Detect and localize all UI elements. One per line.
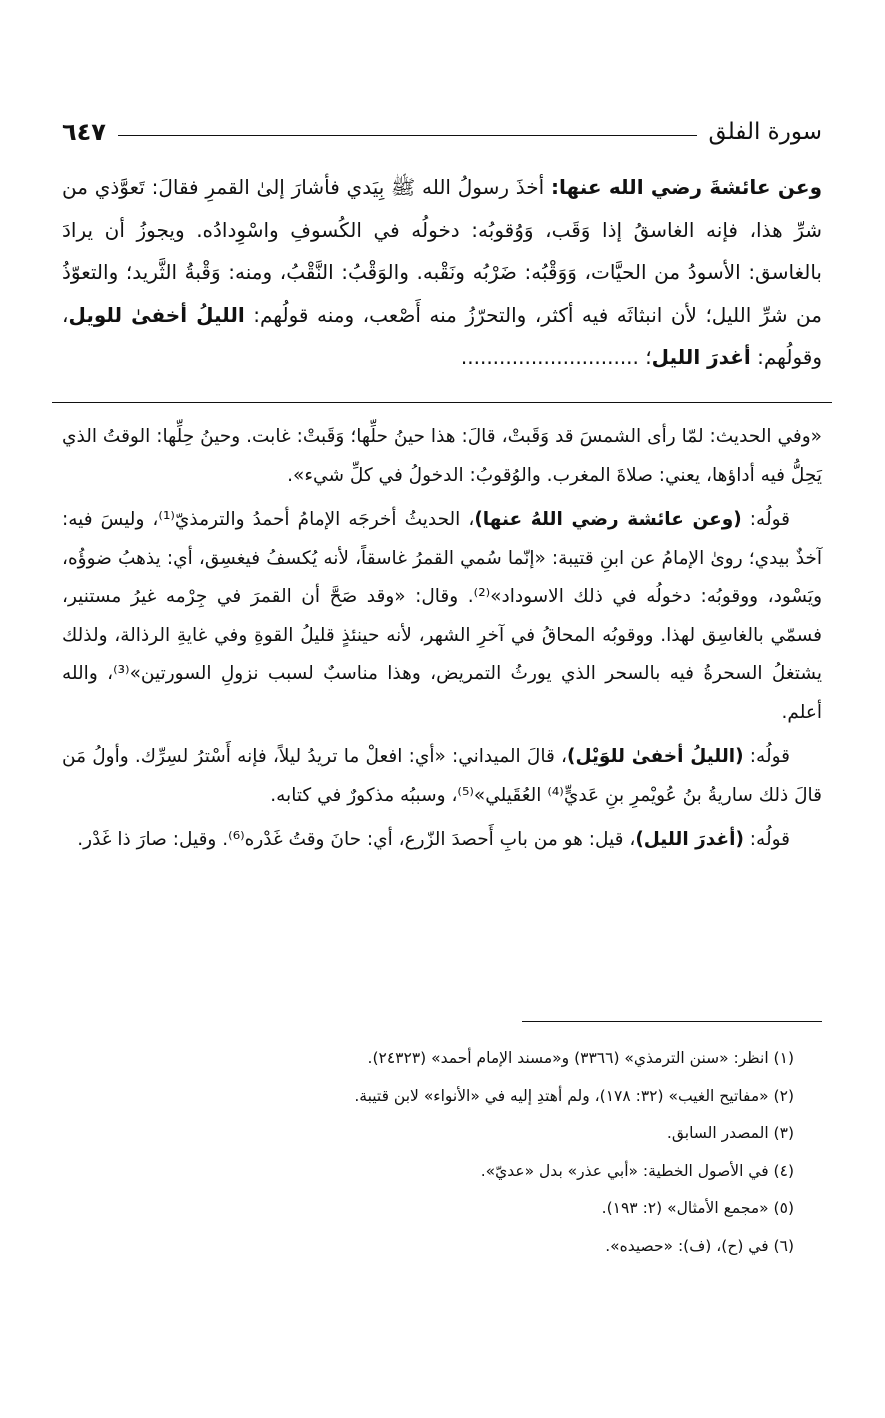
footnote-5: (٥) «مجمع الأمثال» (٢: ١٩٣). (601, 1199, 794, 1217)
running-header (62, 112, 822, 152)
proverb-2: أغدرَ الليل (651, 345, 751, 369)
main-intro-bold: وعن عائشةَ رضي الله عنها: (550, 175, 822, 199)
main-text-block (62, 166, 822, 379)
commentary-paragraph-2 (62, 501, 822, 732)
commentary-text-4: ، قيل: هو من بابِ أَحصدَ الزّرع، أي: حانَ وقتُ غَدْره⁽⁶⁾. وقيل: صارَ ذا غَدْر. (77, 829, 636, 850)
commentary-lead-3: قولُه: (743, 746, 790, 767)
page-number: ٦٤٧ (62, 118, 106, 146)
commentary-quote-2: (وعن عائشة رضي اللهُ عنها) (474, 509, 742, 530)
footnote-6: (٦) في (ح)، (ف): «حصيده». (605, 1236, 794, 1255)
footnote-4: (٤) في الأصول الخطية: «أبي عذر» بدل «عديّ». (480, 1161, 794, 1180)
footnote-rule (522, 1021, 822, 1022)
commentary-paragraph-3 (62, 738, 822, 815)
commentary-text-2: ، الحديثُ أخرجَه الإمامُ أحمدُ والترمذيّ⁽¹⁾، وليسَ فيه: آخذٌ بيدي؛ روىٰ الإمامُ عن ابنِ قتيبة: «إنّما سُمي القمرُ غاسقاً، لأنه يُكسفُ فيغسِق، أي: يذهبُ ضوؤُه، ويَسْود، ووقوبُه: دخولُه في ذلك الاسوداد»⁽²⁾. وقال: «وقد صَحَّ أن القمرَ في جِرْمه غيرُ مستنير، فسمّي بالغاسِق لهذا. ووقوبُه المحاقُ في آخرِ الشهر، لأنه حينئذٍ قليلُ القوةِ وفي غايةِ الرذالة، ولذلك يشتغلُ السحرةُ فيه بالسحر الذي يورثُ التمريض، وهذا مناسبٌ لسبب نزولِ السورتين»⁽³⁾، والله أعلم. (62, 509, 823, 723)
footnote-2: (٢) «مفاتيح الغيب» (٣٢: ١٧٨)، ولم أهتدِ إليه في «الأنواء» لابن قتيبة. (354, 1086, 794, 1105)
main-paragraph (62, 166, 822, 379)
commentary-block (62, 418, 822, 866)
main-body-text: أخذَ رسولُ الله ﷺ بِيَدي فأشارَ إلىٰ القمرِ فقالَ: تَعوَّذي من شرِّ هذا، فإنه الغاسقُ إذا وَقَب، وَوُقوبُه: دخولُه في الكُسوفِ واسْوِدادُه. ويجوزُ أن يرادَ بالغاسق: الأسودُ من الحيَّات، وَوَقْبُه: ضَرْبُه ونَقْبه. والوَقْبُ: النَّقْبُ، ومنه: وَقْبةُ الثَّريد؛ والتعوّذُ من شرِّ الليل؛ لأن انبثاثَه فيه أكثر، والتحرّزُ منه أَصْعب، ومنه قولُهم: (62, 175, 822, 327)
footnotes-block (62, 1040, 822, 1265)
header-rule (118, 135, 697, 136)
continuation-dots: ............................ (460, 345, 639, 369)
commentary-lead-2: قولُه: (741, 509, 790, 530)
commentary-text-3: ، قالَ الميداني: «أي: افعلْ ما تريدُ ليلاً، فإنه أَسْترُ لسِرِّك. وأولُ مَن قالَ ذلك ساريةُ بنُ عُويْمرِ بنِ عَديٍّ⁽⁴⁾ العُقَيلي»⁽⁵⁾، وسببُه مذكورٌ في كتابه. (62, 746, 822, 806)
commentary-text-1: «وفي الحديث: لمّا رأى الشمسَ قد وَقَبتْ، قالَ: هذا حينُ حلِّها؛ وَقَبتْ: غابت. وحينُ حِلِّها: الوقتُ الذي يَحِلُّ فيه أداؤها، يعني: صلاةَ المغرب. والوُقوبُ: الدخولُ في كلِّ شيء». (62, 426, 822, 486)
main-end-text: ؛ (645, 345, 652, 369)
proverb-1: الليلُ أخفىٰ للويل (68, 302, 245, 327)
commentary-quote-4: (أغدرَ الليل) (635, 829, 744, 850)
book-page (62, 0, 822, 1418)
footnote-3: (٣) المصدر السابق. (666, 1124, 794, 1142)
text-commentary-divider (52, 402, 832, 403)
surah-title: سورة الفلق (708, 119, 822, 145)
commentary-lead-4: قولُه: (743, 829, 790, 850)
commentary-paragraph-1 (62, 418, 822, 495)
footnote-1: (١) انظر: «سنن الترمذي» (٣٣٦٦) و«مسند الإمام أحمد» (٢٤٣٢٣). (367, 1049, 794, 1067)
commentary-quote-3: (الليلُ أخفىٰ للوَيْل) (566, 746, 744, 767)
main-mid-text: ، وقولُهم: (62, 302, 822, 369)
commentary-paragraph-4 (62, 821, 822, 860)
